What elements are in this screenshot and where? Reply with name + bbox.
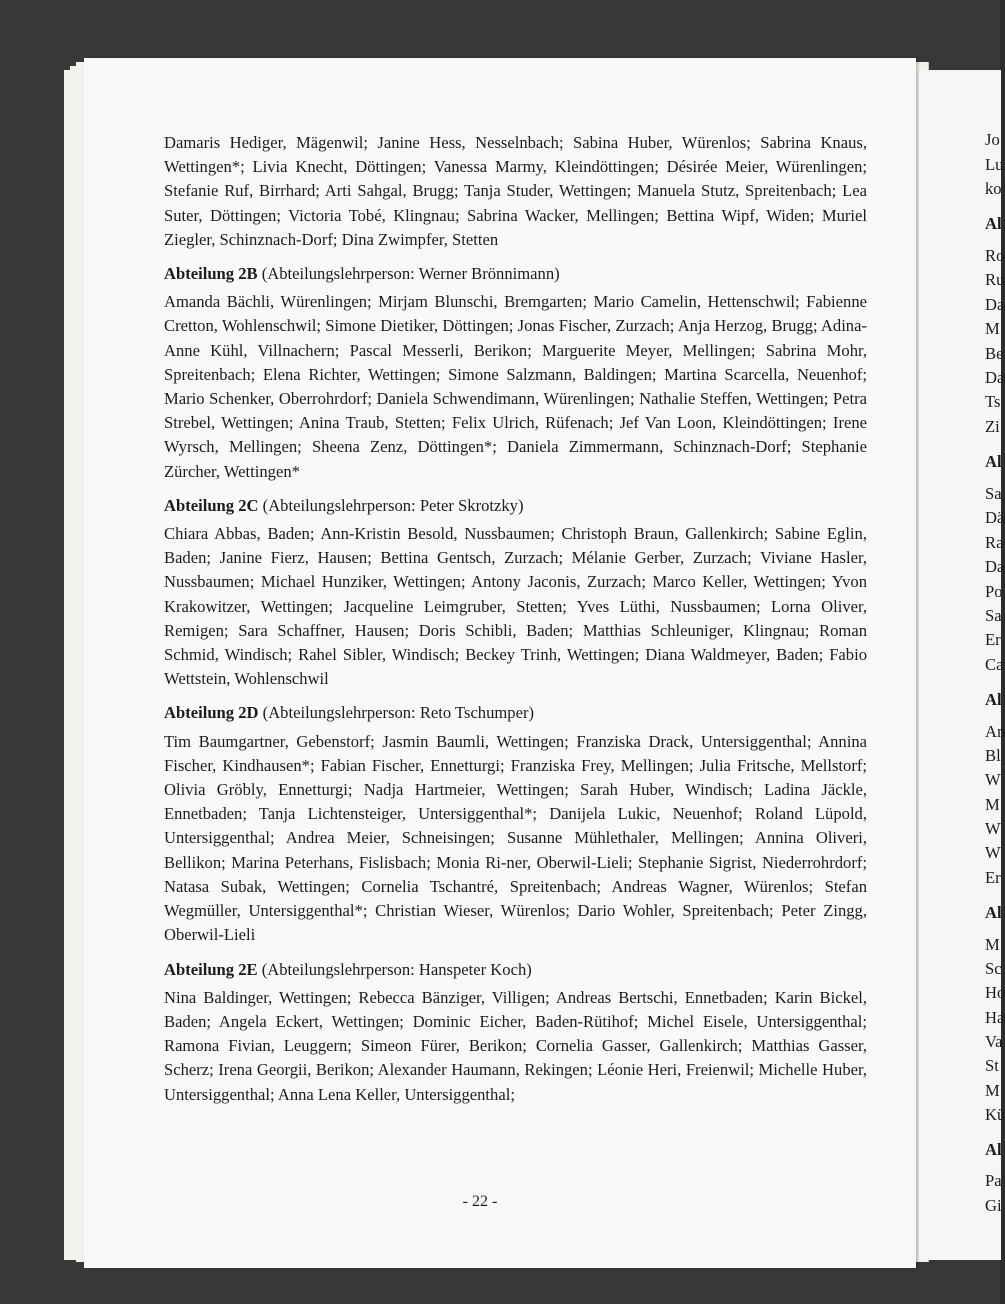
- right-page-line: Ca: [985, 655, 1004, 674]
- right-page-line: Ru: [985, 270, 1005, 289]
- right-page-line: Va: [985, 1032, 1003, 1051]
- right-page-line: Bl: [985, 746, 1001, 765]
- right-page-line: Ra: [985, 533, 1004, 552]
- page-number: - 22 -: [462, 1193, 498, 1210]
- section-teacher: (Abteilungslehrperson: Reto Tschumper): [262, 703, 535, 723]
- right-page-line: Al: [985, 690, 1002, 709]
- right-page-line: Al: [985, 214, 1002, 233]
- right-page-line: Lu: [985, 155, 1004, 174]
- right-page-line: Sa: [985, 606, 1002, 625]
- right-page-line: Ro: [985, 246, 1005, 265]
- right-page-line: Ts: [985, 392, 1001, 411]
- right-page-lines: [919, 70, 1005, 1260]
- section-students-2c: Chiara Abbas, Baden; Ann-Kristin Besold, Nussbaumen; Christoph Braun, Gallenkirch; Sabine Eglin, Baden; Janine Fierz, Hausen; Bettina Gentsch, Zurzach; Mélanie Gerber, Zurzach; Viviane Hasler, Nussbaumen; Michael Hunziker, Wettingen; Antony Jaconis, Zurzach; Marco Keller, Wettingen; Yvon Krakowitzer, Wettingen; Jacqueline Leimgruber, Stetten; Yves Lüthi, Nussbaumen; Lorna Oliver, Remigen; Sara Schaffner, Hausen; Doris Schibli, Baden; Matthias Schleuniger, Klingnau; Roman Schmid, Windisch; Rahel Sibler, Windisch; Beckey Trinh, Wettingen; Diana Waldmeyer, Baden; Fabio Wettstein, Wohlenschwil: [164, 524, 867, 689]
- right-page-line: An: [985, 722, 1005, 741]
- right-page-line: Zi: [985, 417, 1000, 436]
- section-heading-2b: [164, 262, 867, 286]
- right-page-line: Da: [985, 557, 1005, 576]
- section-heading-2c: [164, 494, 867, 518]
- right-page-line: Ho: [985, 983, 1005, 1002]
- right-page-line: Dä: [985, 508, 1005, 527]
- right-page-line: Er: [985, 868, 1001, 887]
- intro-paragraph: Damaris Hediger, Mägenwil; Janine Hess, Nesselnbach; Sabina Huber, Würenlos; Sabrina Knaus, Wettingen*; Livia Knecht, Döttingen; Vanessa Marmy, Kleindöttingen; Désirée Meier, Würenlingen; Stefanie Ruf, Birrhard; Arti Sahgal, Brugg; Tanja Studer, Wettingen; Manuela Stutz, Spreitenbach; Lea Suter, Döttingen; Victoria Tobé, Klingnau; Sabrina Wacker, Mellingen; Bettina Wipf, Widen; Muriel Ziegler, Schinznach-Dorf; Dina Zwimpfer, Stetten: [164, 133, 867, 249]
- section-teacher: (Abteilungslehrperson: Werner Brönnimann): [261, 264, 560, 284]
- section-teacher: (Abteilungslehrperson: Peter Skrotzky): [262, 495, 524, 515]
- section-students-2e: Nina Baldinger, Wettingen; Rebecca Bänziger, Villigen; Andreas Bertschi, Ennetbaden; Karin Bickel, Baden; Angela Eckert, Wettingen; Dominic Eicher, Baden-Rütihof; Michel Eisele, Untersiggenthal; Ramona Fivian, Leuggern; Simeon Fürer, Berikon; Cornelia Gasser, Gallenkirch; Matthias Gasser, Scherz; Irena Georgii, Berikon; Alexander Haumann, Rekingen; Léonie Heri, Freienwil; Michelle Huber, Untersiggenthal; Anna Lena Keller, Untersiggenthal;: [164, 987, 867, 1104]
- section-label: Abteilung 2E: [164, 959, 258, 979]
- right-page-line: Al: [985, 1140, 1002, 1159]
- right-page-line: Jo: [985, 130, 1000, 149]
- right-page-line: Be: [985, 344, 1004, 363]
- right-page-line: M: [985, 319, 1000, 338]
- section-heading-2d: [164, 701, 867, 725]
- section-teacher: (Abteilungslehrperson: Hanspeter Koch): [261, 959, 532, 979]
- section-students-2b: Amanda Bächli, Würenlingen; Mirjam Blunschi, Bremgarten; Mario Camelin, Hettenschwil; Fabienne Cretton, Wohlenschwil; Simone Dietiker, Döttingen; Jonas Fischer, Zurzach; Anja Herzog, Brugg; Adina-Anne Kühl, Villnachern; Pascal Messerli, Berikon; Marguerite Meyer, Mellingen; Sabrina Mohr, Spreitenbach; Elena Richter, Wettingen; Simone Salzmann, Baldingen; Martina Scarcella, Neuenhof; Mario Schenker, Oberrohrdorf; Daniela Schwendimann, Würenlingen; Nathalie Steffen, Wettingen; Petra Strebel, Wettingen; Anina Traub, Stetten; Felix Ulrich, Rüfenach; Jef Van Loon, Kleindöttingen; Irene Wyrsch, Mellingen; Sheena Zenz, Döttingen*; Daniela Zimmermann, Schinznach-Dorf; Stephanie Zürcher, Wettingen*: [164, 292, 867, 481]
- right-page-line: Sa: [985, 484, 1002, 503]
- right-page-line: St: [985, 1056, 999, 1075]
- right-page-line: Ha: [985, 1008, 1005, 1027]
- right-page-line: W: [985, 819, 1001, 838]
- right-page-line: Sc: [985, 959, 1002, 978]
- right-page-line: Da: [985, 295, 1005, 314]
- right-page-line: W: [985, 843, 1001, 862]
- right-page-line: W: [985, 770, 1001, 789]
- right-page-line: Po: [985, 582, 1003, 601]
- left-page-text: [164, 131, 867, 1107]
- right-page: [918, 70, 1005, 1260]
- section-students-2d: Tim Baumgartner, Gebenstorf; Jasmin Baumli, Wettingen; Franziska Drack, Untersiggenthal; Annina Fischer, Kindhausen*; Fabian Fischer, Ennetturgi; Franziska Frey, Mellingen; Julia Fritsche, Mellstorf; Olivia Gröbly, Ennetturgi; Nadja Hartmeier, Wettingen; Sarah Huber, Windisch; Ladina Jäckle, Ennetbaden; Tanja Lichtensteiger, Untersiggenthal*; Danijela Lukic, Neuenhof; Roland Lüpold, Untersiggenthal; Andrea Meier, Schneisingen; Susanne Mühlethaler, Mellingen; Annina Oliveri, Bellikon; Marina Peterhans, Fislisbach; Monia Ri-ner, Oberwil-Lieli; Stephanie Sigrist, Niederrohrdorf; Natasa Subak, Wettingen; Cornelia Tschantré, Spreitenbach; Andreas Wagner, Würenlos; Stefan Wegmüller, Untersiggenthal*; Christian Wieser, Würenlos; Dario Wohler, Spreitenbach; Peter Zingg, Oberwil-Lieli: [164, 731, 867, 945]
- right-page-line: M: [985, 795, 1000, 814]
- section-heading-2e: [164, 958, 867, 982]
- right-page-line: Al: [985, 903, 1002, 922]
- right-page-line: Er: [985, 630, 1001, 649]
- right-page-line: Al: [985, 452, 1002, 471]
- section-label: Abteilung 2C: [164, 495, 259, 515]
- section-label: Abteilung 2D: [164, 703, 259, 723]
- right-page-line: ko: [985, 179, 1002, 198]
- right-page-line: Kü: [985, 1105, 1005, 1124]
- section-label: Abteilung 2B: [164, 264, 258, 284]
- right-page-line: Pa: [985, 1171, 1002, 1190]
- right-page-line: Da: [985, 368, 1005, 387]
- right-page-line: M: [985, 1081, 1000, 1100]
- right-page-line: M: [985, 935, 1000, 954]
- right-page-line: Gi: [985, 1196, 1002, 1215]
